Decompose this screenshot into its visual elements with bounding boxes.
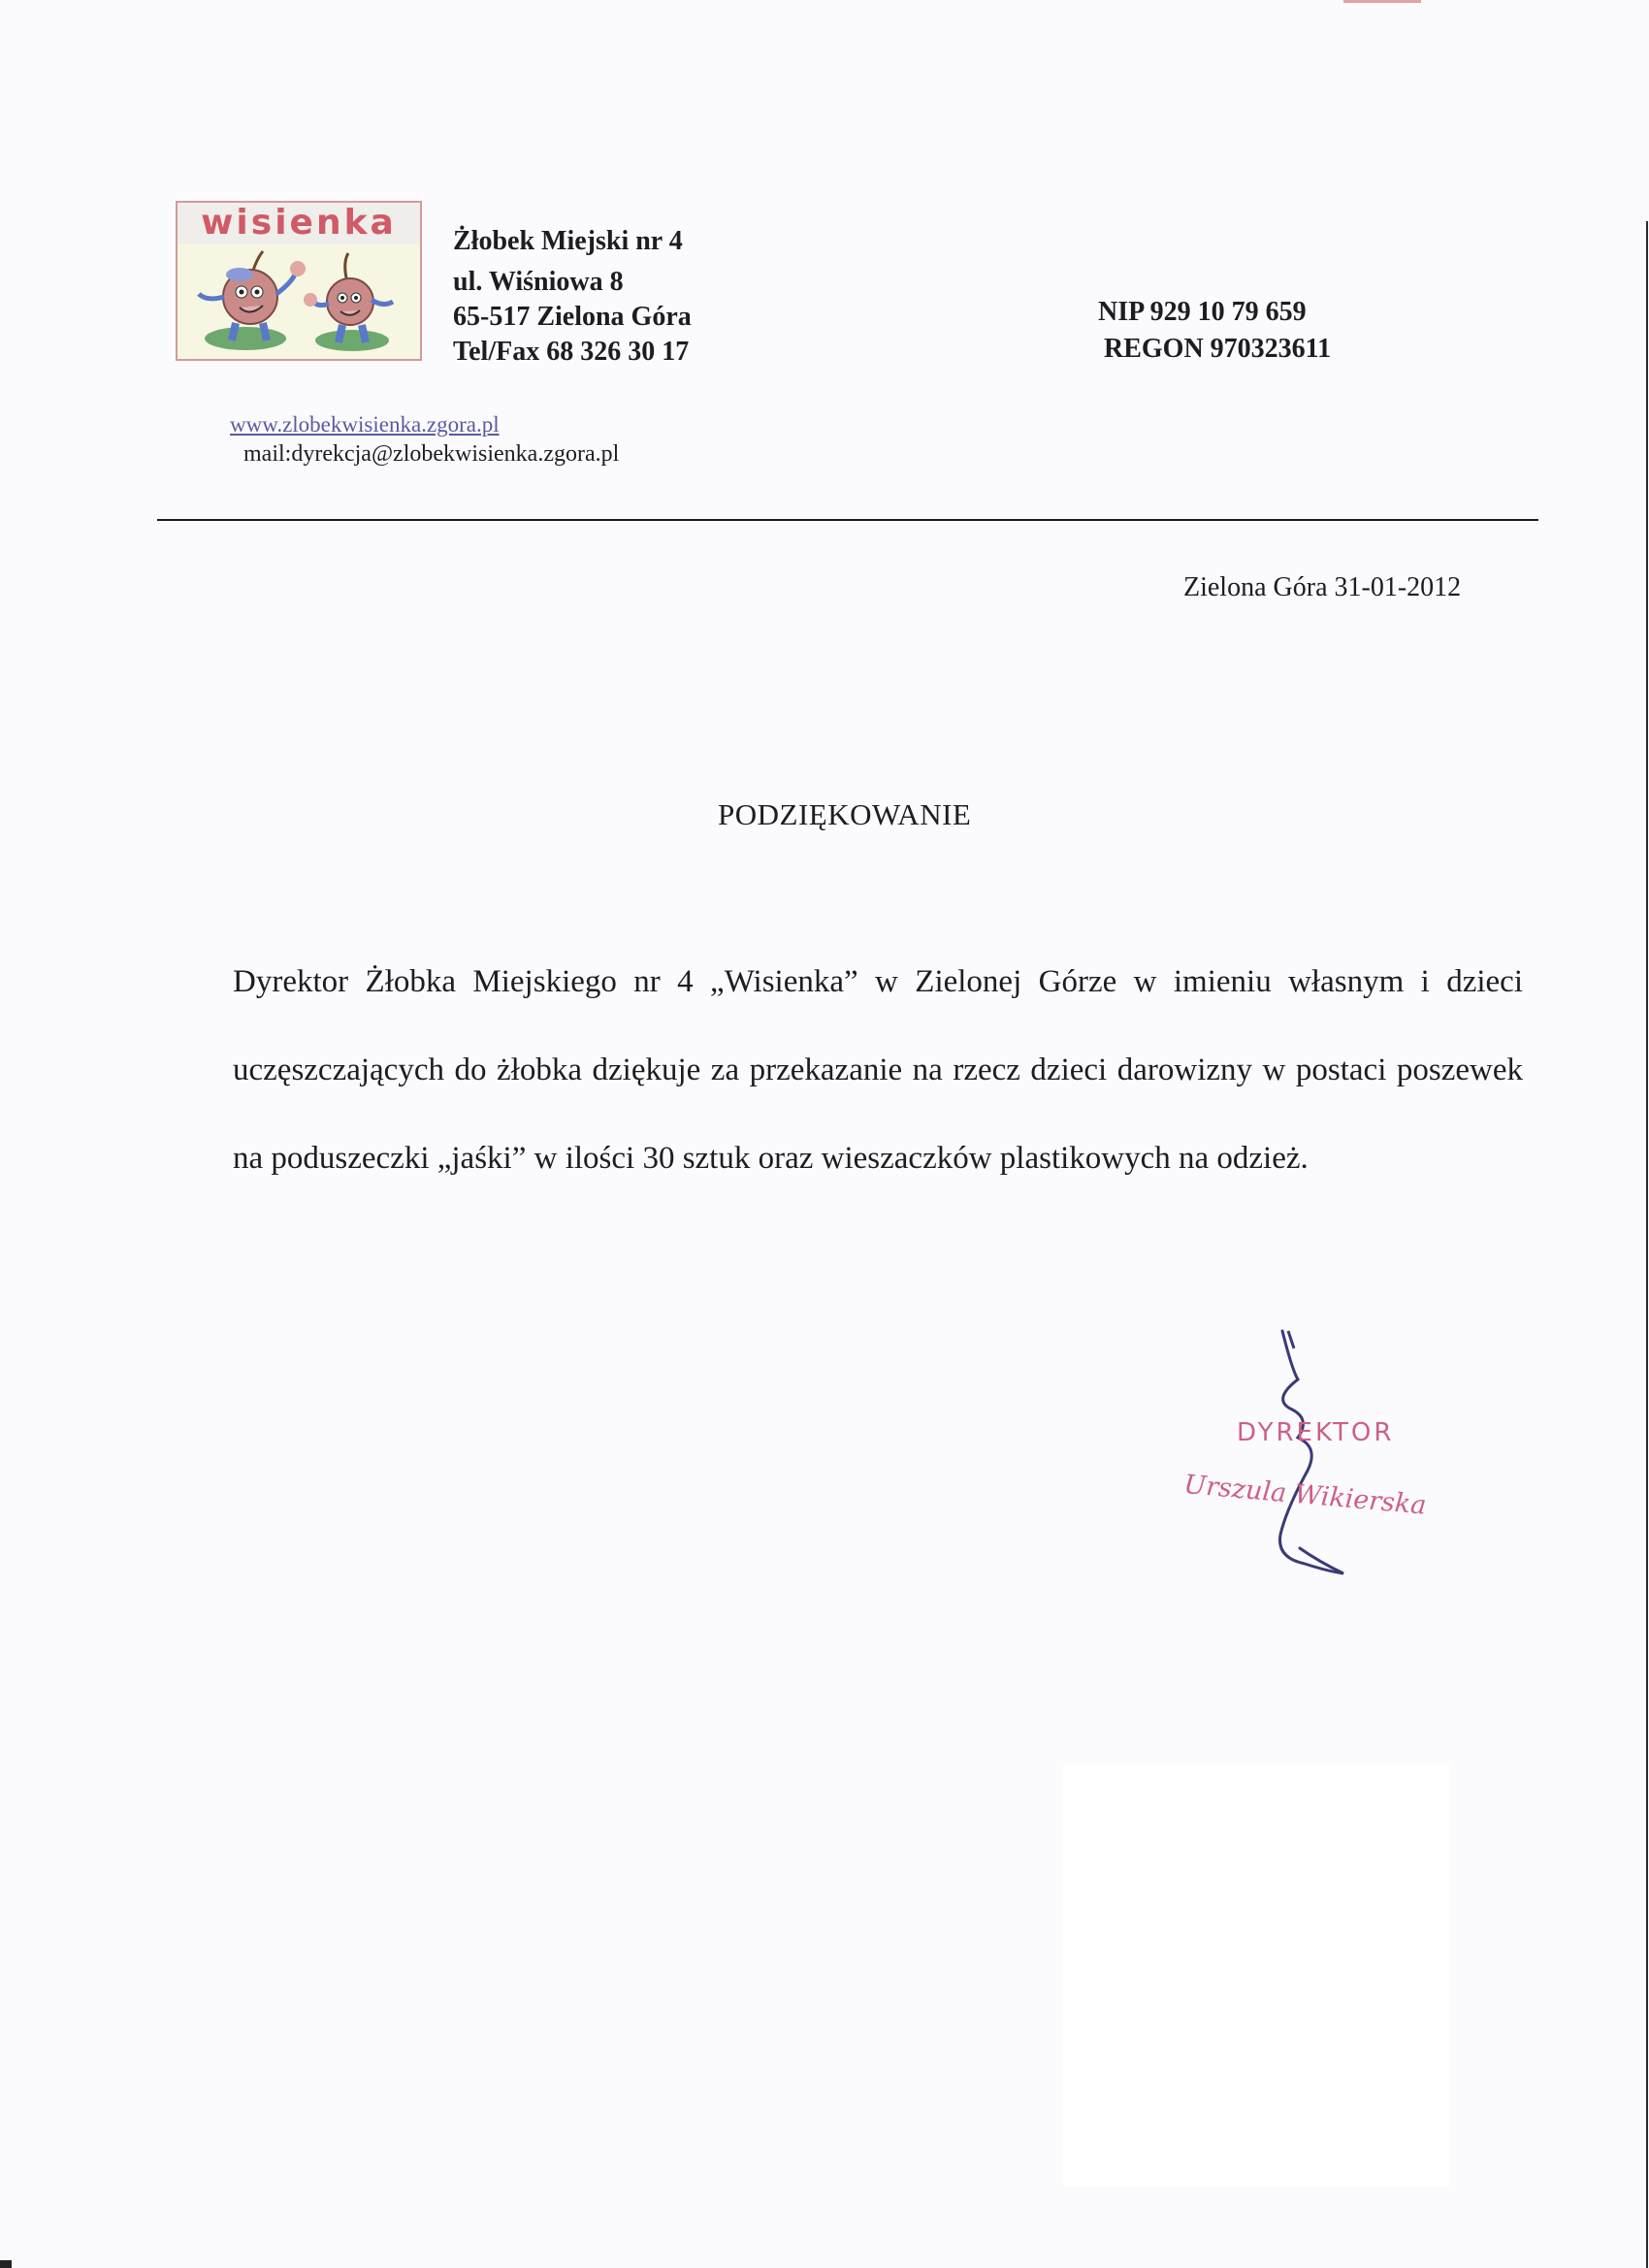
- org-nip: NIP 929 10 79 659: [1098, 297, 1307, 327]
- stamp-name: Urszula Wikierska: [1182, 1470, 1428, 1521]
- logo: [176, 201, 422, 361]
- header-divider: [157, 519, 1538, 521]
- letter-title: PODZIĘKOWANIE: [718, 797, 972, 831]
- redaction-box: [1063, 1764, 1449, 2187]
- stamp-title: DYREKTOR: [1237, 1418, 1395, 1447]
- org-phone: Tel/Fax 68 326 30 17: [453, 337, 690, 367]
- cherry-characters-icon: [178, 243, 420, 360]
- org-street: ul. Wiśniowa 8: [453, 267, 624, 297]
- org-regon: REGON 970323611: [1104, 334, 1332, 364]
- letter-body: Dyrektor Żłobka Miejskiego nr 4 „Wisienka” w Zielonej Górze w imieniu własnym i dzieci uczęszczających do żłobka dziękuje za przekazanie na rzecz dzieci darowizny w postaci poszewek na poduszeczki „jaśki” w ilości 30 sztuk oraz wieszaczków plastikowych na odzież.: [233, 964, 1523, 1176]
- logo-wordmark: wisienka: [178, 203, 420, 243]
- website-link[interactable]: www.zlobekwisienka.zgora.pl: [230, 412, 500, 437]
- org-name: Żłobek Miejski nr 4: [453, 226, 683, 256]
- scan-corner: [0, 2260, 12, 2268]
- letter-date: Zielona Góra 31-01-2012: [1183, 572, 1462, 602]
- scan-edge: [1646, 221, 1648, 2268]
- org-city: 65-517 Zielona Góra: [453, 302, 692, 332]
- signature: [1174, 1319, 1465, 1610]
- email-address: mail:dyrekcja@zlobekwisienka.zgora.pl: [243, 441, 620, 467]
- scan-mark: [1343, 0, 1421, 3]
